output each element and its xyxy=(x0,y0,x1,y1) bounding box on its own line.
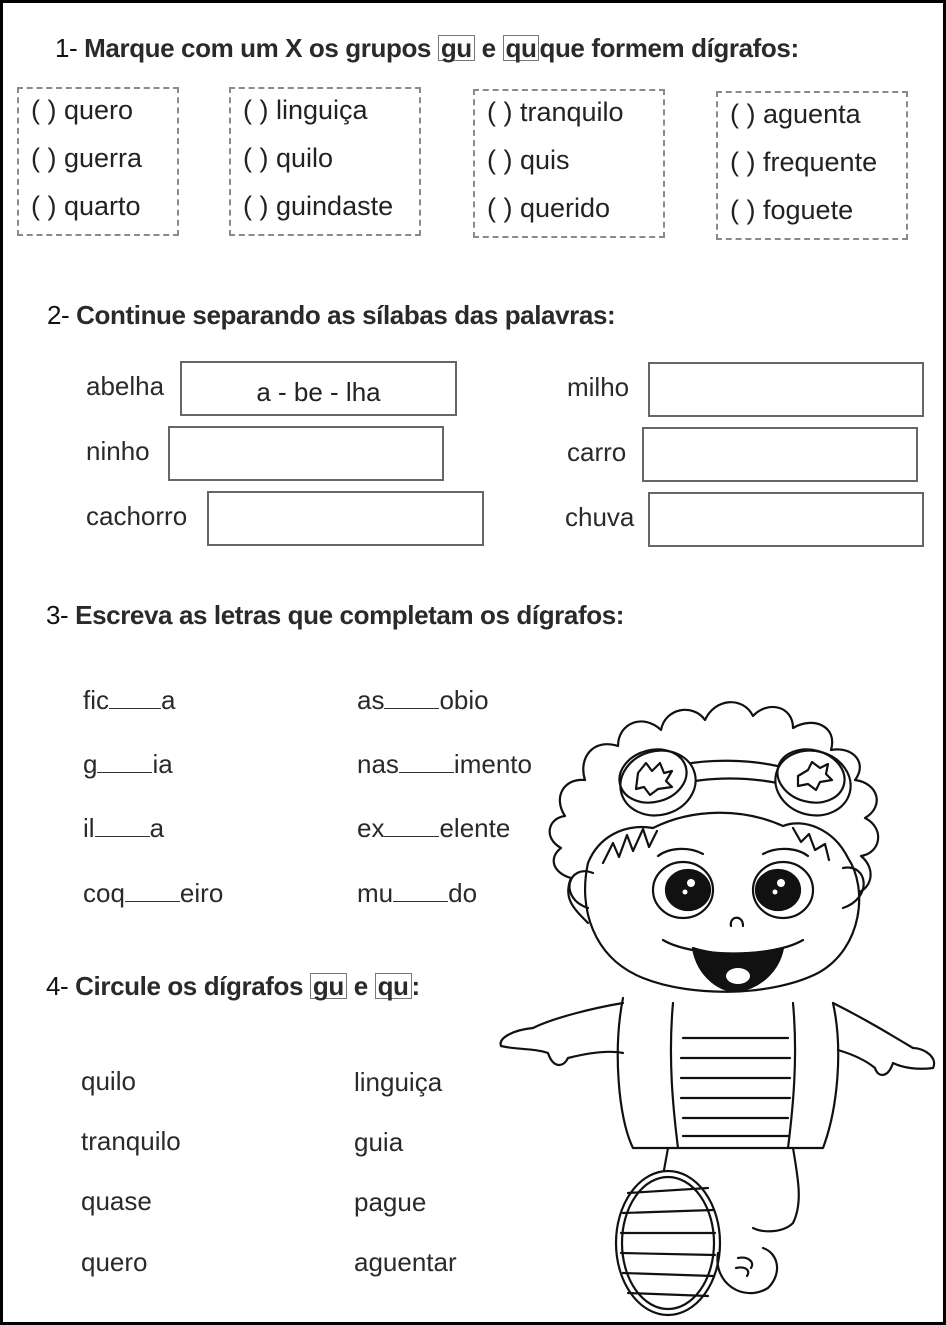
syllable-word: carro xyxy=(567,437,627,467)
checkbox[interactable]: ( ) xyxy=(487,193,513,223)
circle-word[interactable]: quase xyxy=(81,1186,152,1216)
blank-line[interactable] xyxy=(393,879,448,902)
digraph-qu-box: qu xyxy=(375,973,412,999)
syllable-answer-box[interactable] xyxy=(648,362,924,417)
syllable-word: milho xyxy=(567,372,630,402)
option-group-3 xyxy=(473,89,665,238)
section-1-title: 1- Marque com um X os grupos gu e qu que formem dígrafos: xyxy=(55,33,799,63)
blank-line[interactable] xyxy=(125,879,180,902)
checkbox[interactable]: ( ) xyxy=(730,99,756,129)
fill-blank-item: ex elente xyxy=(357,813,511,843)
blank-line[interactable] xyxy=(95,814,150,837)
digraph-gu-box: gu xyxy=(438,35,475,61)
option-item[interactable]: ( ) frequente xyxy=(730,147,878,177)
option-item[interactable]: ( ) quarto xyxy=(31,191,141,221)
circle-word[interactable]: guia xyxy=(354,1127,404,1157)
circle-word[interactable]: quero xyxy=(81,1247,148,1277)
checkbox[interactable]: ( ) xyxy=(243,191,269,221)
syllable-word: abelha xyxy=(86,371,165,401)
fill-blank-item: fic a xyxy=(83,685,176,715)
digraph-qu-box: qu xyxy=(503,35,540,61)
option-item[interactable]: ( ) foguete xyxy=(730,195,854,225)
fill-blank-item: g ia xyxy=(83,749,173,779)
section-3-title: 3- Escreva as letras que completam os dígrafos: xyxy=(46,600,625,630)
section-2-title: 2- Continue separando as sílabas das palavras: xyxy=(47,300,616,330)
syllable-answer-box[interactable] xyxy=(168,426,444,481)
option-item[interactable]: ( ) guindaste xyxy=(243,191,394,221)
option-item[interactable]: ( ) quilo xyxy=(243,143,334,173)
circle-word[interactable]: aguentar xyxy=(354,1247,457,1277)
circle-word[interactable]: quilo xyxy=(81,1066,136,1096)
option-item[interactable]: ( ) quero xyxy=(31,95,134,125)
fill-blank-item: mu do xyxy=(357,878,478,908)
syllable-answer-box[interactable] xyxy=(207,491,484,546)
fill-blank-item: nas imento xyxy=(357,749,532,779)
circle-word[interactable]: linguiça xyxy=(354,1067,443,1097)
syllable-answer-box[interactable]: a - be - lha xyxy=(180,361,457,416)
option-item[interactable]: ( ) aguenta xyxy=(730,99,861,129)
circle-word[interactable]: tranquilo xyxy=(81,1126,181,1156)
digraph-gu-box: gu xyxy=(310,973,347,999)
checkbox[interactable]: ( ) xyxy=(487,145,513,175)
blank-line[interactable] xyxy=(384,814,439,837)
checkbox[interactable]: ( ) xyxy=(730,147,756,177)
blank-line[interactable] xyxy=(384,686,439,709)
blank-line[interactable] xyxy=(109,686,161,709)
checkbox[interactable]: ( ) xyxy=(31,143,57,173)
fill-blank-item: as obio xyxy=(357,685,489,715)
section-4-title: 4- Circule os dígrafos gu e qu : xyxy=(46,971,420,1001)
worksheet-page xyxy=(3,3,943,1322)
option-item[interactable]: ( ) tranquilo xyxy=(487,97,624,127)
option-item[interactable]: ( ) querido xyxy=(487,193,611,223)
checkbox[interactable]: ( ) xyxy=(730,195,756,225)
syllable-answer-box[interactable] xyxy=(648,492,924,547)
option-group-4 xyxy=(716,91,908,240)
checkbox[interactable]: ( ) xyxy=(243,143,269,173)
checkbox[interactable]: ( ) xyxy=(31,191,57,221)
option-group-1 xyxy=(17,87,179,236)
checkbox[interactable]: ( ) xyxy=(31,95,57,125)
syllable-word: cachorro xyxy=(86,501,188,531)
syllable-answer-box[interactable] xyxy=(642,427,918,482)
fill-blank-item: coq eiro xyxy=(83,878,224,908)
section-1-number: 1- xyxy=(55,33,78,63)
syllable-word: ninho xyxy=(86,436,150,466)
syllable-word: chuva xyxy=(565,502,635,532)
option-group-2 xyxy=(229,87,421,236)
boy-illustration-icon xyxy=(493,658,943,1318)
fill-blank-item: il a xyxy=(83,813,165,843)
option-item[interactable]: ( ) linguiça xyxy=(243,95,368,125)
checkbox[interactable]: ( ) xyxy=(487,97,513,127)
blank-line[interactable] xyxy=(97,750,152,773)
circle-word[interactable]: pague xyxy=(354,1187,427,1217)
blank-line[interactable] xyxy=(399,750,454,773)
option-item[interactable]: ( ) guerra xyxy=(31,143,143,173)
checkbox[interactable]: ( ) xyxy=(243,95,269,125)
option-item[interactable]: ( ) quis xyxy=(487,145,570,175)
